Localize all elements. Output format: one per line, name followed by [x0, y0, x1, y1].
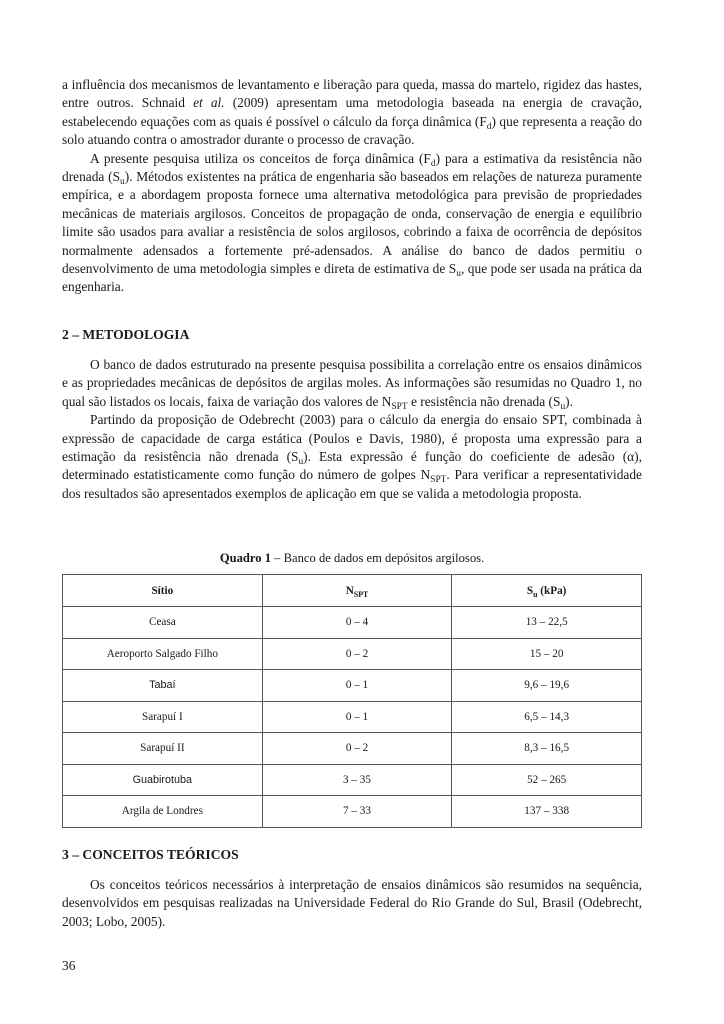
table-row	[63, 796, 642, 828]
subscript-text: u	[560, 401, 566, 412]
table-caption	[62, 551, 642, 566]
cell-site: Tabaí	[63, 670, 263, 702]
section-3-text	[62, 876, 642, 931]
header-site: Sítio	[63, 575, 263, 607]
table-caption-text: – Banco de dados em depósitos argilosos.	[271, 551, 485, 565]
cell-su: 8,3 – 16,5	[452, 733, 642, 765]
cell-site: Guabirotuba	[63, 764, 263, 796]
cell-nspt: 0 – 1	[262, 701, 452, 733]
header-su	[452, 575, 642, 607]
methodology-paragraph-2	[62, 411, 642, 503]
cell-nspt: 7 – 33	[262, 796, 452, 828]
header-nspt-symbol: N	[345, 584, 354, 597]
cell-nspt: 0 – 1	[262, 670, 452, 702]
cell-nspt: 0 – 2	[262, 638, 452, 670]
text-run: ) para a estimativa da resistência não drenada (S	[62, 150, 642, 185]
cell-site: Ceasa	[63, 607, 263, 639]
text-run: ) que representa a reação do solo atuando contra o amostrador durante o processo de cravação.	[62, 113, 642, 148]
subscript-text: u	[456, 269, 461, 280]
intro-paragraph-1	[62, 76, 642, 150]
methodology-paragraph-1	[62, 356, 642, 411]
text-run: . Para verificar a representatividade dos resultados são apresentados exemplos de aplicação em que se valida a metodologia proposta.	[62, 467, 642, 501]
text-run: e resistência não drenada (S	[407, 393, 561, 409]
table-header-row	[63, 575, 642, 607]
intro-paragraph-2	[62, 150, 642, 297]
cell-nspt: 0 – 2	[262, 733, 452, 765]
cell-su: 6,5 – 14,3	[452, 701, 642, 733]
section-2-text	[62, 356, 642, 503]
subscript-text: SPT	[391, 401, 408, 412]
subscript-text: d	[430, 158, 436, 169]
cell-site: Sarapuí II	[63, 733, 263, 765]
cell-su: 13 – 22,5	[452, 607, 642, 639]
header-nspt-subscript: SPT	[353, 589, 369, 599]
header-nspt	[262, 575, 452, 607]
cell-nspt: 3 – 35	[262, 764, 452, 796]
text-run: ). Métodos existentes na prática de engenharia são baseados em relações de natureza puramente empírica, e a abordagem proposta fornece uma alternativa metodológica para previsão de propriedades mecânicas de materiais argilosos. Conceitos de propagação de onda, conservação de energia e equilíbrio limite são usados para avaliar a resistência de solos argilosos, cobrindo a faixa de ocorrência de depósitos normalmente adensados a fortemente pré-adensados. A análise do banco de dados permitiu o desenvolvimento de uma metodologia simples e direta de estimativa de S	[62, 169, 642, 277]
subscript-text: SPT	[430, 475, 447, 486]
header-su-symbol: S	[526, 584, 534, 597]
table-body	[63, 607, 642, 828]
section-3-heading: 3 – CONCEITOS TEÓRICOS	[62, 847, 239, 862]
theory-paragraph-1	[62, 876, 642, 931]
subscript-text: d	[486, 121, 492, 132]
cell-su: 9,6 – 19,6	[452, 670, 642, 702]
text-run: ).	[565, 393, 573, 409]
subscript-text: u	[298, 457, 304, 468]
italic-text: et al.	[193, 95, 225, 111]
table-row	[63, 764, 642, 796]
intro-text	[62, 76, 642, 297]
table-row	[63, 607, 642, 639]
text-run: A presente pesquisa utiliza os conceitos de força dinâmica (F	[90, 150, 431, 166]
page-number: 36	[62, 958, 76, 973]
cell-site: Aeroporto Salgado Filho	[63, 638, 263, 670]
header-su-unit: (kPa)	[537, 584, 567, 597]
header-su-subscript: u	[533, 589, 538, 599]
cell-su: 137 – 338	[452, 796, 642, 828]
text-run: (2009) apresentam uma metodologia baseada na energia de cravação, estabelecendo equações com as quais é possível o cálculo da força dinâmica (F	[62, 95, 642, 129]
text-run: ). Esta expressão é função do coeficiente de adesão (α), determinado estatisticamente como função do número de golpes N	[62, 449, 642, 483]
cell-su: 52 – 265	[452, 764, 642, 796]
text-run: a influência dos mecanismos de levantamento e liberação para queda, massa do martelo, rigidez das hastes, entre outros. Schnaid	[62, 77, 642, 111]
clay-deposits-table	[62, 574, 642, 828]
table-row	[63, 638, 642, 670]
cell-site: Sarapuí I	[63, 701, 263, 733]
text-run: O banco de dados estruturado na presente pesquisa possibilita a correlação entre os ensaios dinâmicos e as propriedades mecânicas de depósitos de argilas moles. As informações são resumidas no Quadro 1, no qual são listados os locais, faixa de variação dos valores de N	[62, 357, 642, 409]
table-row	[63, 701, 642, 733]
table-row	[63, 670, 642, 702]
table-caption-label: Quadro 1	[219, 551, 272, 565]
text-run: Partindo da proposição de Odebrecht (2003) para o cálculo da energia do ensaio SPT, combinada à expressão de capacidade de carga estática (Poulos e Davis, 1980), é proposta uma expressão para a estimação da resistência não drenada (S	[62, 412, 642, 465]
subscript-text: u	[120, 177, 125, 188]
cell-nspt: 0 – 4	[262, 607, 452, 639]
text-run: Os conceitos teóricos necessários à interpretação de ensaios dinâmicos são resumidos na sequência, desenvolvidos em pesquisas realizadas na Universidade Federal do Rio Grande do Sul, Brasil (Odebrecht, 2003; Lobo, 2005).	[62, 877, 642, 929]
cell-site: Argila de Londres	[63, 796, 263, 828]
cell-su: 15 – 20	[452, 638, 642, 670]
section-2-heading: 2 – METODOLOGIA	[62, 327, 190, 342]
table-row	[63, 733, 642, 765]
text-run: , que pode ser usada na prática da engenharia.	[62, 261, 642, 295]
